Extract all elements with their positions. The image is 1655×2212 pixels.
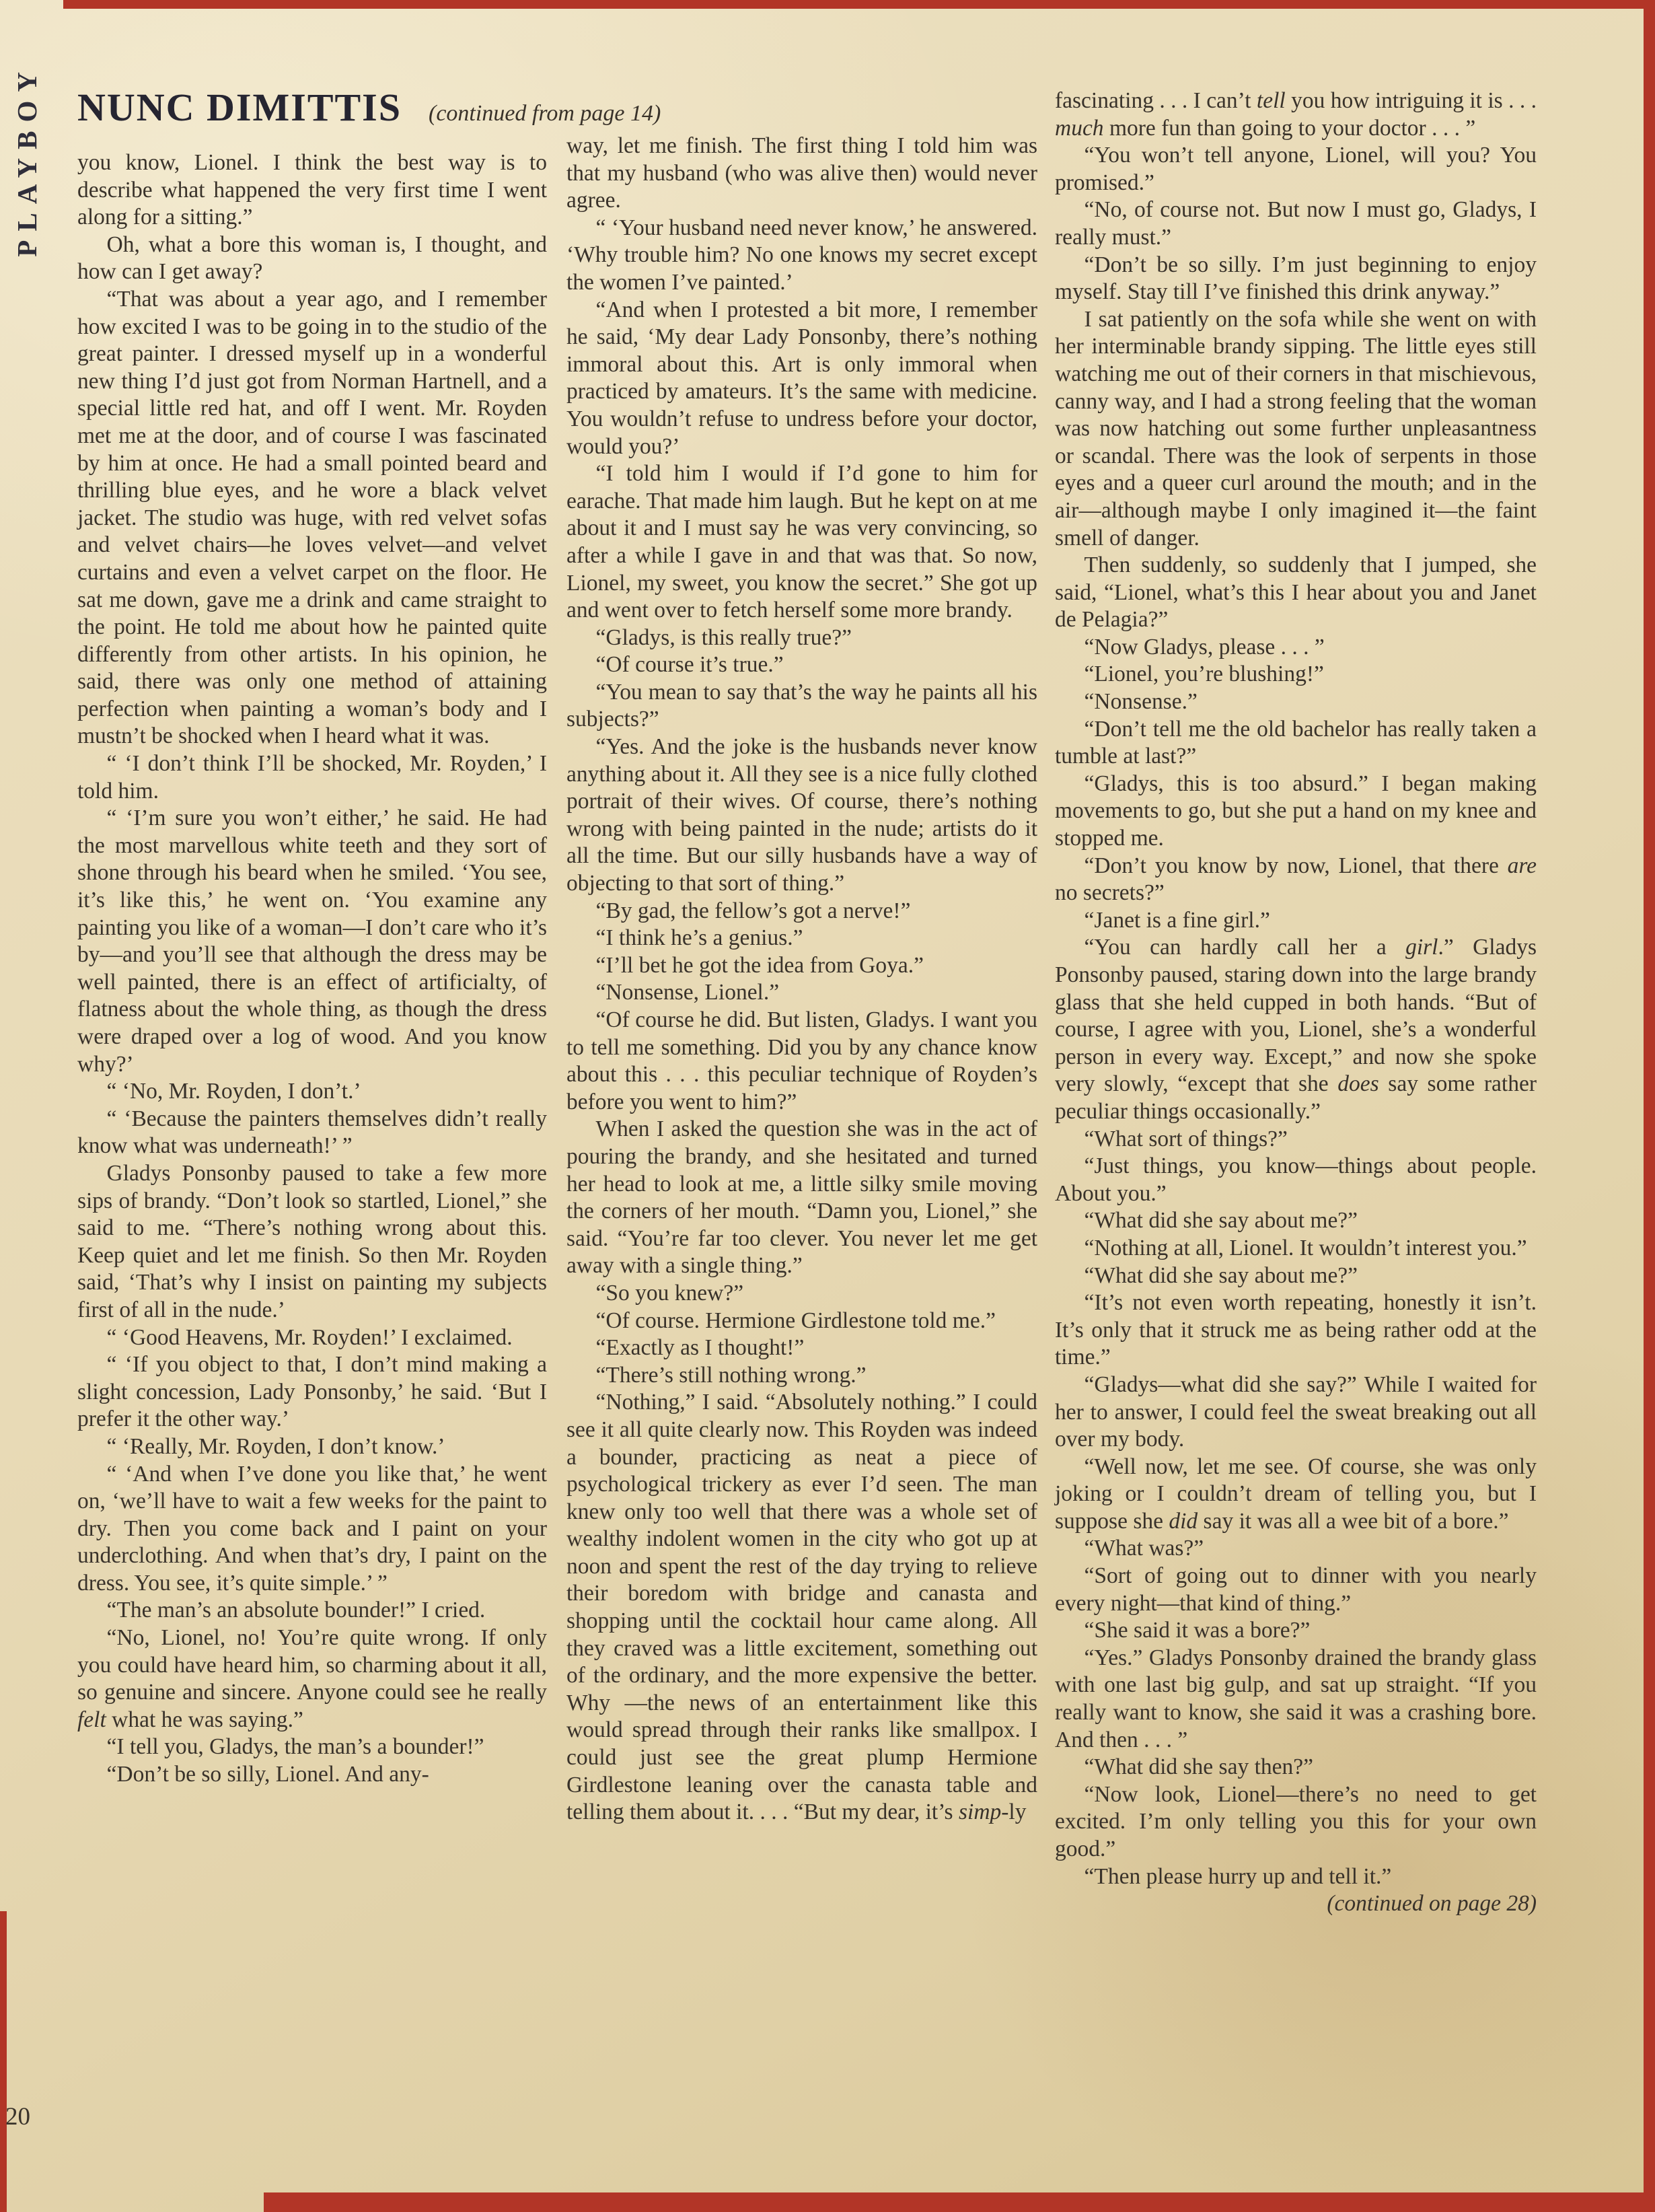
article-title: NUNC DIMITTIS (77, 85, 402, 129)
paragraph: Oh, what a bore this woman is, I thought, and how can I get away? (77, 231, 547, 285)
page-number: 20 (5, 2103, 30, 2131)
paragraph: When I asked the question she was in the act of pouring the brandy, and she hesitated and turned her head to look at me, a little silky smile moving the corners of her mouth. “Damn you, Lionel,” she said. “You’re far too clever. You never let me get away with a single thing.” (566, 1116, 1037, 1279)
paragraph: “ ‘Good Heavens, Mr. Royden!’ I exclaimed. (106, 1324, 513, 1350)
paragraph: “No, of course not. But now I must go, Gladys, I really must.” (1055, 197, 1537, 250)
paragraph: “What did she say about me?” (1084, 1208, 1358, 1234)
paragraph: “You mean to say that’s the way he paints all his subjects?” (566, 679, 1037, 732)
paragraph: “Nothing,” I said. “Absolutely nothing.” I could see it all quite clearly now. This Royden was indeed a bounder, practicing as neat a piece of psychological trickery as ever I’d seen. The man knew only too well that there was a whole set of wealthy indolent women in the city who got up at noon and spent the rest of the day trying to relieve their boredom with bridge and canasta and shopping until the cocktail hour came along. All they craved was a little excitement, something out of the ordinary, and the more expensive the better. Why —the news of an entertainment like this would spread through their ranks like smallpox. I could just see the great plump Hermione Girdlestone leaning over the canasta table and telling them about it. . . . “But my dear, it’s simp-ly (566, 1390, 1037, 1825)
paragraph: “I tell you, Gladys, the man’s a bounder!” (106, 1734, 484, 1760)
paragraph: “I’ll bet he got the idea from Goya.” (595, 952, 924, 978)
paragraph: “No, Lionel, no! You’re quite wrong. If only you could have heard him, so charming about it all, so genuine and sincere. Anyone could see he really felt what he was saying.” (77, 1625, 547, 1732)
article-header (77, 85, 661, 130)
paragraph: “Sort of going out to dinner with you nearly every night—that kind of thing.” (1055, 1563, 1537, 1616)
paragraph: “Of course it’s true.” (595, 652, 784, 678)
paragraph: “I think he’s a genius.” (595, 925, 803, 951)
scan-edge-right (1644, 0, 1655, 2212)
paragraph: “I told him I would if I’d gone to him for earache. That made him laugh. But he kept on at me about it and I must say he was very convincing, so after a while I gave in and that was that. So now, Lionel, my sweet, you know the secret.” She got up and went over to fetch herself some more brandy. (566, 461, 1037, 623)
paragraph: “Now look, Lionel—there’s no need to get excited. I’m only telling you this for your own good.” (1055, 1781, 1537, 1861)
paragraph: “So you knew?” (595, 1280, 744, 1306)
paragraph: “And when I protested a bit more, I remember he said, ‘My dear Lady Ponsonby, there’s nothing immoral about this. Art is only immoral when practiced by amateurs. It’s the same with medicine. You wouldn’t refuse to undress before your doctor, would you?’ (566, 297, 1037, 459)
paragraph: “Well now, let me see. Of course, she was only joking or I couldn’t dream of telling you, but I suppose she did say it was all a wee bit of a bore.” (1055, 1454, 1537, 1534)
paragraph: “Yes.” Gladys Ponsonby drained the brandy glass with one last big gulp, and sat up straight. “If you really want to know, she said it was a crashing bore. And then . . . ” (1055, 1645, 1537, 1752)
paragraph: “ ‘Really, Mr. Royden, I don’t know.’ (106, 1433, 445, 1459)
text-column-3 (1055, 87, 1537, 1918)
scan-edge-top (63, 0, 1655, 9)
scan-edge-bottom (264, 2192, 1655, 2212)
continued-from-note: (continued from page 14) (429, 101, 661, 126)
text-column-1 (77, 149, 547, 1789)
paragraph: “ ‘Your husband need never know,’ he answered. ‘Why trouble him? No one knows my secret except the women I’ve painted.’ (566, 215, 1037, 295)
paragraph: “What was?” (1084, 1536, 1204, 1561)
paragraph: “Of course he did. But listen, Gladys. I want you to tell me something. Did you by any chance know about this . . . this peculiar technique of Royden’s before you went to him?” (566, 1007, 1037, 1114)
paragraph: “What did she say about me?” (1084, 1262, 1358, 1288)
paragraph: “There’s still nothing wrong.” (595, 1362, 867, 1388)
paragraph: “Janet is a fine girl.” (1084, 907, 1270, 933)
paragraph: “Of course. Hermione Girdlestone told me.” (595, 1308, 996, 1333)
paragraph: “ ‘If you object to that, I don’t mind making a slight concession, Lady Ponsonby,’ he said. ‘But I prefer it the other way.’ (77, 1352, 547, 1432)
paragraph: “You can hardly call her a girl.” Gladys Ponsonby paused, staring down into the large brandy glass that she held cupped in both hands. “But of course, I agree with you, Lionel, she’s a wonderful person in every way. Except,” and now she spoke very slowly, “except that she does say some rather peculiar things occasionally.” (1055, 935, 1537, 1124)
text-column-2 (566, 133, 1037, 1826)
paragraph: “Don’t be so silly. I’m just beginning to enjoy myself. Stay till I’ve finished this drink anyway.” (1055, 252, 1537, 305)
paragraph: “Now Gladys, please . . . ” (1084, 634, 1325, 659)
paragraph: “Nothing at all, Lionel. It wouldn’t interest you.” (1084, 1235, 1527, 1260)
paragraph: “It’s not even worth repeating, honestly it isn’t. It’s only that it struck me as being rather odd at the time.” (1055, 1290, 1537, 1370)
paragraph: “Gladys—what did she say?” While I waited for her to answer, I could feel the sweat breaking out all over my body. (1055, 1371, 1537, 1452)
paragraph: “ ‘Because the painters themselves didn’t really know what was underneath!’ ” (77, 1106, 547, 1159)
scan-edge-left (0, 1911, 7, 2212)
paragraph: “ ‘And when I’ve done you like that,’ he went on, ‘we’ll have to wait a few weeks for the paint to dry. Then you come back and I paint on your underclothing. And when that’s dry, I paint on the dress. You see, it’s quite simple.’ ” (77, 1461, 547, 1596)
paragraph: “The man’s an absolute bounder!” I cried. (106, 1598, 486, 1623)
paragraph: “Don’t be so silly, Lionel. And any- (106, 1762, 429, 1787)
paragraph: “ ‘I’m sure you won’t either,’ he said. He had the most marvellous white teeth and they sort of shone through his beard when he smiled. ‘You see, it’s like this,’ he went on. ‘You examine any painting you like of a woman—I don’t care who it’s by—and you’ll see that although the dress may be well painted, there is an effect of artificialty, of flatness about the whole thing, as though the dress were draped over a log of wood. And you know why?’ (77, 806, 547, 1077)
paragraph: “Lionel, you’re blushing!” (1084, 662, 1324, 687)
paragraph: “That was about a year ago, and I remember how excited I was to be going in to the studio of the great painter. I dressed myself up in a wonderful new thing I’d just got from Norman Hartnell, and a special little red hat, and off I went. Mr. Royden met me at the door, and of course I was fascinated by him at once. He had a small pointed beard and thrilling blue eyes, and he wore a black velvet jacket. The studio was huge, with red velvet sofas and velvet chairs—he loves velvet—and velvet curtains and even a velvet carpet on the floor. He sat me down, gave me a drink and came straight to the point. He told me about how he painted quite differently from other artists. In his opinion, he said, there was only one method of attaining perfection when painting a woman’s body and I mustn’t be shocked when I heard what it was. (77, 286, 547, 749)
paragraph: way, let me finish. The first thing I told him was that my husband (who was alive then) would never agree. (566, 133, 1037, 213)
paragraph: Gladys Ponsonby paused to take a few more sips of brandy. “Don’t look so startled, Lionel,” she said to me. “There’s nothing wrong about this. Keep quiet and let me finish. So then Mr. Royden said, ‘That’s why I insist on painting my subjects first of all in the nude.’ (77, 1160, 547, 1322)
paragraph: “She said it was a bore?” (1084, 1618, 1311, 1643)
paragraph: “Exactly as I thought!” (595, 1335, 805, 1361)
paragraph: “Gladys, this is too absurd.” I began making movements to go, but she put a hand on my knee and stopped me. (1055, 771, 1537, 851)
paragraph: I sat patiently on the sofa while she went on with her interminable brandy sipping. The little eyes still watching me out of their corners in that mischievous, canny way, and I had a strong feeling that the woman was now hatching out some further unpleasantness or scandal. There was the look of serpents in those eyes and a queer curl around the mouth; and in the air—although maybe I only imagined it—the faint smell of danger. (1055, 306, 1537, 550)
paragraph: “Nonsense, Lionel.” (595, 980, 780, 1005)
paragraph: “Don’t tell me the old bachelor has really taken a tumble at last?” (1055, 716, 1537, 769)
paragraph: “ ‘I don’t think I’ll be shocked, Mr. Royden,’ I told him. (77, 751, 547, 804)
paragraph: fascinating . . . I can’t tell you how intriguing it is . . . much more fun than going to your doctor . . . ” (1055, 88, 1537, 141)
continued-on-note: (continued on page 28) (1327, 1891, 1537, 1917)
paragraph: “You won’t tell anyone, Lionel, will you? You promised.” (1055, 143, 1537, 195)
paragraph: “By gad, the fellow’s got a nerve!” (595, 898, 911, 923)
paragraph: “Yes. And the joke is the husbands never know anything about it. All they see is a nice fully clothed portrait of their wives. Of course, there’s nothing wrong with being painted in the nude; artists do it all the time. But our silly husbands have a way of objecting to that sort of thing.” (566, 734, 1037, 896)
paragraph: you know, Lionel. I think the best way is to describe what happened the very first time I went along for a sitting.” (77, 150, 547, 230)
paragraph: “What did she say then?” (1084, 1754, 1313, 1780)
paragraph: “Don’t you know by now, Lionel, that there are no secrets?” (1055, 853, 1537, 906)
paragraph: “ ‘No, Mr. Royden, I don’t.’ (106, 1079, 361, 1104)
paragraph: “Then please hurry up and tell it.” (1084, 1863, 1392, 1889)
paragraph: Then suddenly, so suddenly that I jumped, she said, “Lionel, what’s this I hear about you and Janet de Pelagia?” (1055, 552, 1537, 633)
paragraph: “Gladys, is this really true?” (595, 625, 852, 650)
magazine-brand-vertical: PLAYBOY (11, 63, 42, 257)
paragraph: “Nonsense.” (1084, 689, 1198, 715)
paragraph: “What sort of things?” (1084, 1126, 1288, 1151)
paragraph: “Just things, you know—things about people. About you.” (1055, 1153, 1537, 1206)
